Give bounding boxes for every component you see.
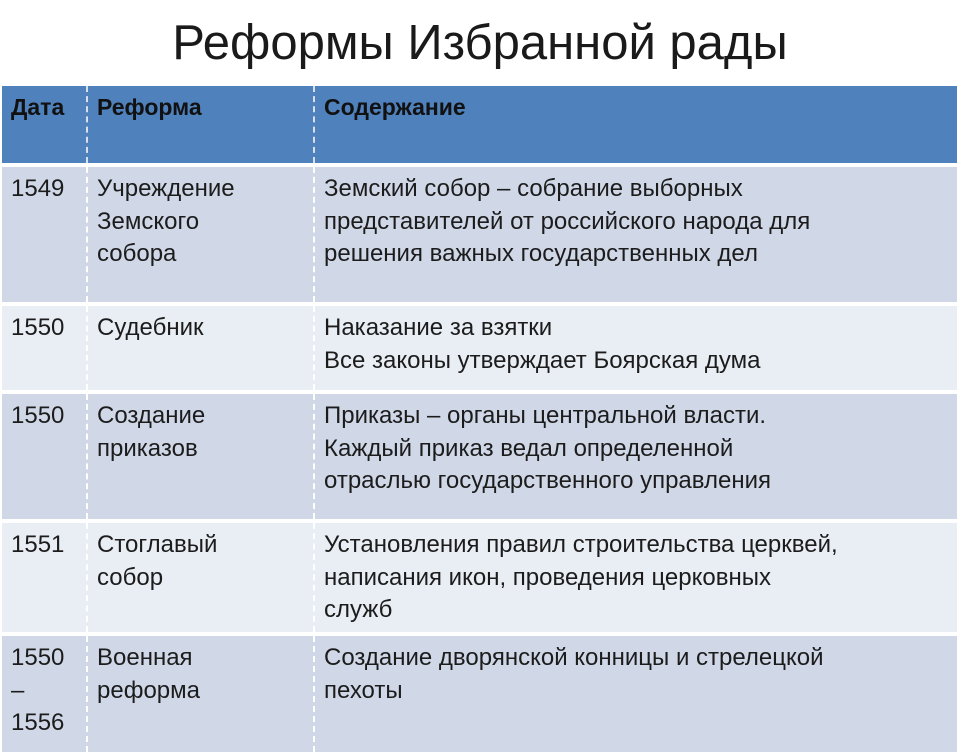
reform-cell [87, 521, 314, 634]
cell-line: собор [97, 563, 164, 591]
cell-line: Земский собор – собрание выборных [324, 175, 743, 202]
date-cell [2, 521, 87, 634]
cell-line: Земского [97, 207, 200, 235]
header-date: Дата [2, 86, 87, 165]
content-cell [314, 634, 957, 754]
cell-line: Военная [97, 644, 193, 671]
cell-line: Судебник [97, 314, 204, 341]
cell-line: Каждый приказ ведал определенной [324, 434, 734, 462]
cell-line: 1550 [11, 644, 65, 671]
cell-line: 1550 [11, 402, 65, 429]
cell-line: Создание дворянской конницы и стрелецкой [324, 644, 824, 671]
table-row [2, 634, 957, 754]
date-cell [2, 304, 87, 392]
table-header-row [2, 86, 957, 165]
cell-line: реформа [97, 676, 200, 704]
cell-line: пехоты [324, 676, 403, 704]
cell-line: 1551 [11, 531, 65, 558]
content-cell [314, 392, 957, 521]
cell-line: Стоглавый [97, 531, 218, 558]
cell-line: Приказы – органы центральной власти. [324, 402, 767, 429]
table-row [2, 392, 957, 521]
reform-cell [87, 165, 314, 304]
cell-line: 1550 [11, 314, 65, 341]
cell-line: служб [324, 596, 393, 623]
cell-line: решения важных государственных дел [324, 240, 758, 267]
table-row [2, 521, 957, 634]
cell-line: Все законы утверждает Боярская дума [324, 346, 761, 374]
date-cell [2, 392, 87, 521]
cell-line: Учреждение [97, 175, 235, 202]
cell-line: – [11, 676, 25, 704]
header-reform: Реформа [87, 86, 314, 165]
page-title: Реформы Избранной рады [172, 16, 788, 70]
header-content: Содержание [314, 86, 957, 165]
cell-line: собора [97, 240, 177, 267]
date-cell [2, 634, 87, 754]
cell-line: 1549 [11, 175, 65, 202]
cell-line: отраслью государственного управления [324, 467, 771, 494]
reform-cell [87, 304, 314, 392]
reform-cell [87, 634, 314, 754]
content-cell [314, 304, 957, 392]
reform-cell [87, 392, 314, 521]
cell-line: Установления правил строительства церквей, [324, 531, 838, 558]
content-cell [314, 165, 957, 304]
cell-line: написания икон, проведения церковных [324, 563, 771, 591]
table-row [2, 165, 957, 304]
date-cell [2, 165, 87, 304]
content-cell [314, 521, 957, 634]
cell-line: 1556 [11, 709, 65, 736]
cell-line: Создание [97, 402, 206, 429]
table-row [2, 304, 957, 392]
cell-line: приказов [97, 434, 198, 462]
cell-line: Наказание за взятки [324, 314, 553, 341]
reforms-table [2, 86, 957, 756]
cell-line: представителей от российского народа для [324, 207, 811, 235]
